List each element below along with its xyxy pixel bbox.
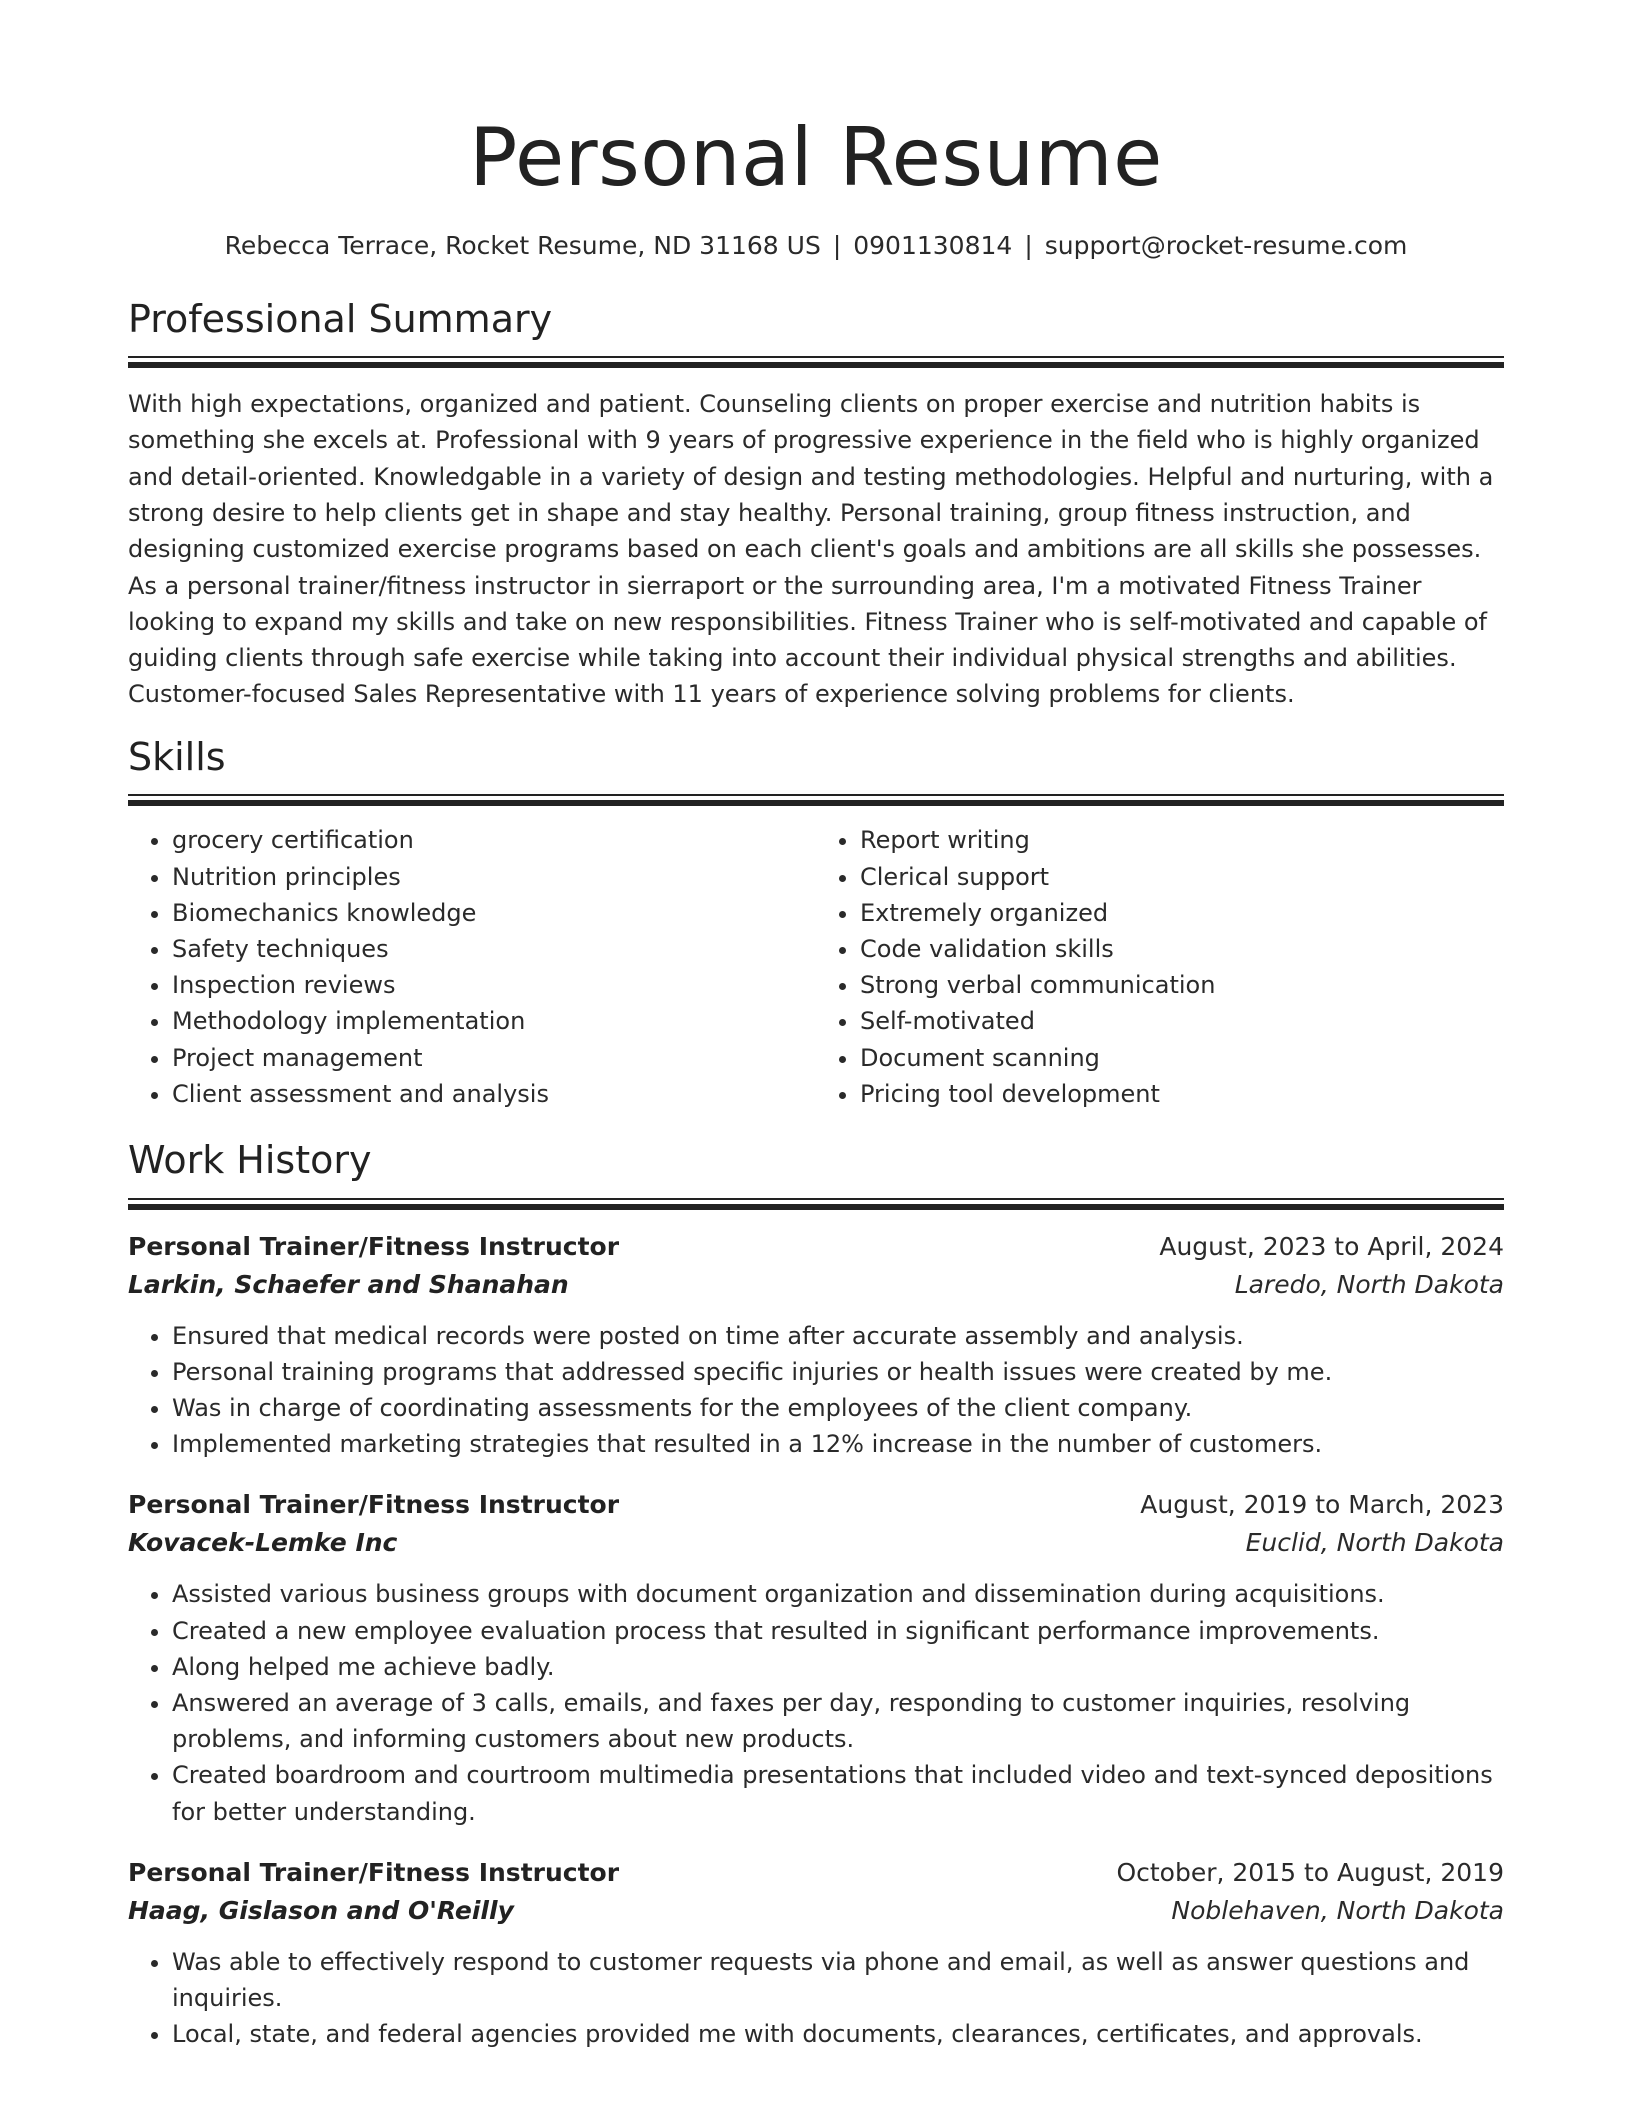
skills-list-left [128,822,816,1112]
skill-item: • Methodology implementation [172,1003,816,1039]
job-header [128,1228,1504,1266]
summary-section [128,297,1504,713]
job-entry [128,1486,1504,1829]
job-subheader [128,1892,1504,1930]
job-title: Personal Trainer/Fitness Instructor [128,1857,620,1887]
job-bullet: • Answered an average of 3 calls, emails, and faxes per day, responding to customer inquiries, resolving problems, and informing customers about new products. [172,1685,1504,1757]
job-bullet: • Local, state, and federal agencies provided me with documents, clearances, certificates, and approvals. [172,2016,1504,2052]
job-subheader [128,1524,1504,1562]
work-heading: Work History [128,1137,372,1182]
skill-item: • Biomechanics knowledge [172,895,816,931]
skills-columns [128,822,1504,1112]
skills-list-right [816,822,1504,1112]
skill-item: • Self-motivated [860,1003,1504,1039]
section-divider [128,794,1504,806]
job-dates: August, 2023 to April, 2024 [1159,1231,1504,1261]
job-bullet: • Created boardroom and courtroom multimedia presentations that included video and text-synced depositions for better understanding. [172,1757,1504,1829]
job-bullet: • Assisted various business groups with document organization and dissemination during acquisitions. [172,1576,1504,1612]
job-header [128,1486,1504,1524]
job-bullet: • Personal training programs that addressed specific injuries or health issues were created by me. [172,1354,1504,1390]
job-bullet: • Along helped me achieve badly. [172,1649,1504,1685]
section-divider [128,356,1504,368]
job-company: Larkin, Schaefer and Shanahan [128,1269,569,1299]
contact-email: support@rocket-resume.com [1044,231,1408,260]
job-header [128,1854,1504,1892]
job-bullet: • Ensured that medical records were posted on time after accurate assembly and analysis. [172,1318,1504,1354]
skill-item: • Document scanning [860,1040,1504,1076]
skill-item: • Safety techniques [172,931,816,967]
contact-phone: 0901130814 [853,231,1013,260]
section-divider [128,1198,1504,1210]
job-dates: August, 2019 to March, 2023 [1140,1490,1504,1520]
work-section [128,1138,1504,2052]
skill-item: • grocery certification [172,822,816,858]
contact-separator: | [832,231,842,260]
job-entry [128,1228,1504,1463]
job-subheader [128,1266,1504,1304]
job-company: Haag, Gislason and O'Reilly [128,1895,514,1925]
skill-item: • Inspection reviews [172,967,816,1003]
skill-item: • Nutrition principles [172,859,816,895]
contact-line [128,230,1504,263]
page-title: Personal Resume [469,111,1163,204]
skill-item: • Code validation skills [860,931,1504,967]
job-bullets [128,1944,1504,2053]
skill-item: • Pricing tool development [860,1076,1504,1112]
skill-item: • Strong verbal communication [860,967,1504,1003]
job-bullets [128,1576,1504,1829]
summary-text: With high expectations, organized and patient. Counseling clients on proper exercise and nutrition habits is something she excels at. Professional with 9 years of progressive experience in the field who is highly organized and detail-oriented. Knowledgable in a variety of design and testing methodologies. Helpful and nurturing, with a strong desire to help clients get in shape and stay healthy. Personal training, group fitness instruction, and designing customized exercise programs based on each client's goals and ambitions are all skills she possesses. As a personal trainer/fitness instructor in sierraport or the surrounding area, I'm a motivated Fitness Trainer looking to expand my skills and take on new responsibilities. Fitness Trainer who is self-motivated and capable of guiding clients through safe exercise while taking into account their individual physical strengths and abilities. Customer-focused Sales Representative with 11 years of experience solving problems for clients. [128,390,1494,709]
job-location: Laredo, North Dakota [1234,1269,1504,1299]
job-entry [128,1854,1504,2053]
job-location: Noblehaven, North Dakota [1171,1895,1504,1925]
job-dates: October, 2015 to August, 2019 [1116,1857,1504,1887]
skill-item: • Extremely organized [860,895,1504,931]
skill-item: • Clerical support [860,859,1504,895]
skill-item: • Client assessment and analysis [172,1076,816,1112]
job-title: Personal Trainer/Fitness Instructor [128,1490,620,1520]
job-title: Personal Trainer/Fitness Instructor [128,1231,620,1261]
job-bullet: • Was in charge of coordinating assessments for the employees of the client company. [172,1390,1504,1426]
skills-heading: Skills [128,734,226,779]
job-bullet: • Was able to effectively respond to customer requests via phone and email, as well as answer questions and inquiries. [172,1944,1504,2016]
job-bullet: • Implemented marketing strategies that resulted in a 12% increase in the number of customers. [172,1426,1504,1462]
job-company: Kovacek-Lemke Inc [128,1528,398,1558]
job-location: Euclid, North Dakota [1245,1528,1504,1558]
job-bullets [128,1318,1504,1463]
job-bullet: • Created a new employee evaluation process that resulted in significant performance improvements. [172,1613,1504,1649]
contact-address: Rebecca Terrace, Rocket Resume, ND 31168 US [224,231,821,260]
skill-item: • Report writing [860,822,1504,858]
skill-item: • Project management [172,1040,816,1076]
contact-separator: | [1024,231,1033,260]
summary-heading: Professional Summary [128,296,553,341]
skills-section [128,735,1504,1112]
